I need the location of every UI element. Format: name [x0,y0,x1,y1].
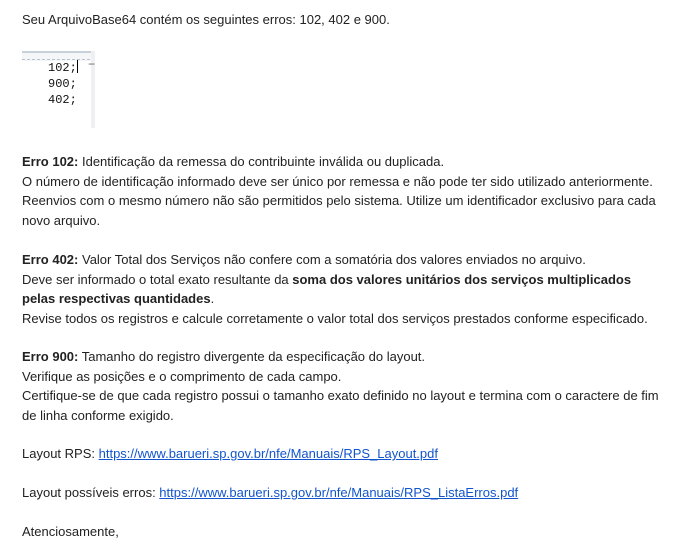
layout-erros-line [22,483,518,503]
code-line: 102; [48,61,77,75]
code-lines [48,60,78,108]
erro-900-line3: Certifique-se de que cada registro possui o tamanho exato definido no layout e termina com o caractere de fim de linha conforme exigido. [22,388,659,423]
erro-402-label: Erro 402: [22,252,79,267]
code-line: 402; [48,93,77,107]
erro-402-bold-text: soma dos valores unitários dos serviços multiplicados pelas respectivas quantidades [22,271,632,306]
erro-900-line2: Verifique as posições e o comprimento de cada campo. [22,368,342,384]
layout-rps-line [22,444,438,464]
closing-text: Atenciosamente, [22,524,119,539]
erro-102-section [22,152,662,230]
code-line: 900; [48,77,77,91]
layout-rps-label: Layout RPS: [22,446,99,461]
layout-erros-label: Layout possíveis erros: [22,485,160,500]
erro-102-title: Identificação da remessa do contribuinte inválida ou duplicada. [78,154,445,169]
erro-402-period: . [210,291,215,306]
code-snippet-image [22,51,95,128]
layout-erros-link[interactable]: https://www.barueri.sp.gov.br/nfe/Manuais/RPS_ListaErros.pdf [159,485,519,500]
erro-900-title: Tamanho do registro divergente da especificação do layout. [78,349,426,364]
erro-900-label: Erro 900: [22,349,79,364]
layout-rps-link[interactable]: https://www.barueri.sp.gov.br/nfe/Manuais/RPS_Layout.pdf [98,446,438,461]
erro-402-text: Deve ser informado o total exato resultante da [22,271,293,287]
erro-402-title: Valor Total dos Serviços não confere com a somatória dos valores enviados no arquivo. [78,252,586,267]
intro-text: Seu ArquivoBase64 contém os seguintes erros: 102, 402 e 900. [22,12,390,27]
collapse-icon: − [88,58,96,72]
erro-102-text: O número de identificação informado deve ser único por remessa e não pode ter sido utilizado anteriormente. Reenvios com o mesmo número não são permitidos pelo sistema. Utilize um identificador exclusivo para cada novo arquivo. [22,173,656,228]
erro-402-revise: Revise todos os registros e calcule corretamente o valor total dos serviços prestados conforme especificado. [22,310,648,326]
erro-900-section [22,347,662,425]
erro-402-section [22,250,662,328]
text-cursor [77,60,78,73]
erro-102-label: Erro 102: [22,154,79,169]
